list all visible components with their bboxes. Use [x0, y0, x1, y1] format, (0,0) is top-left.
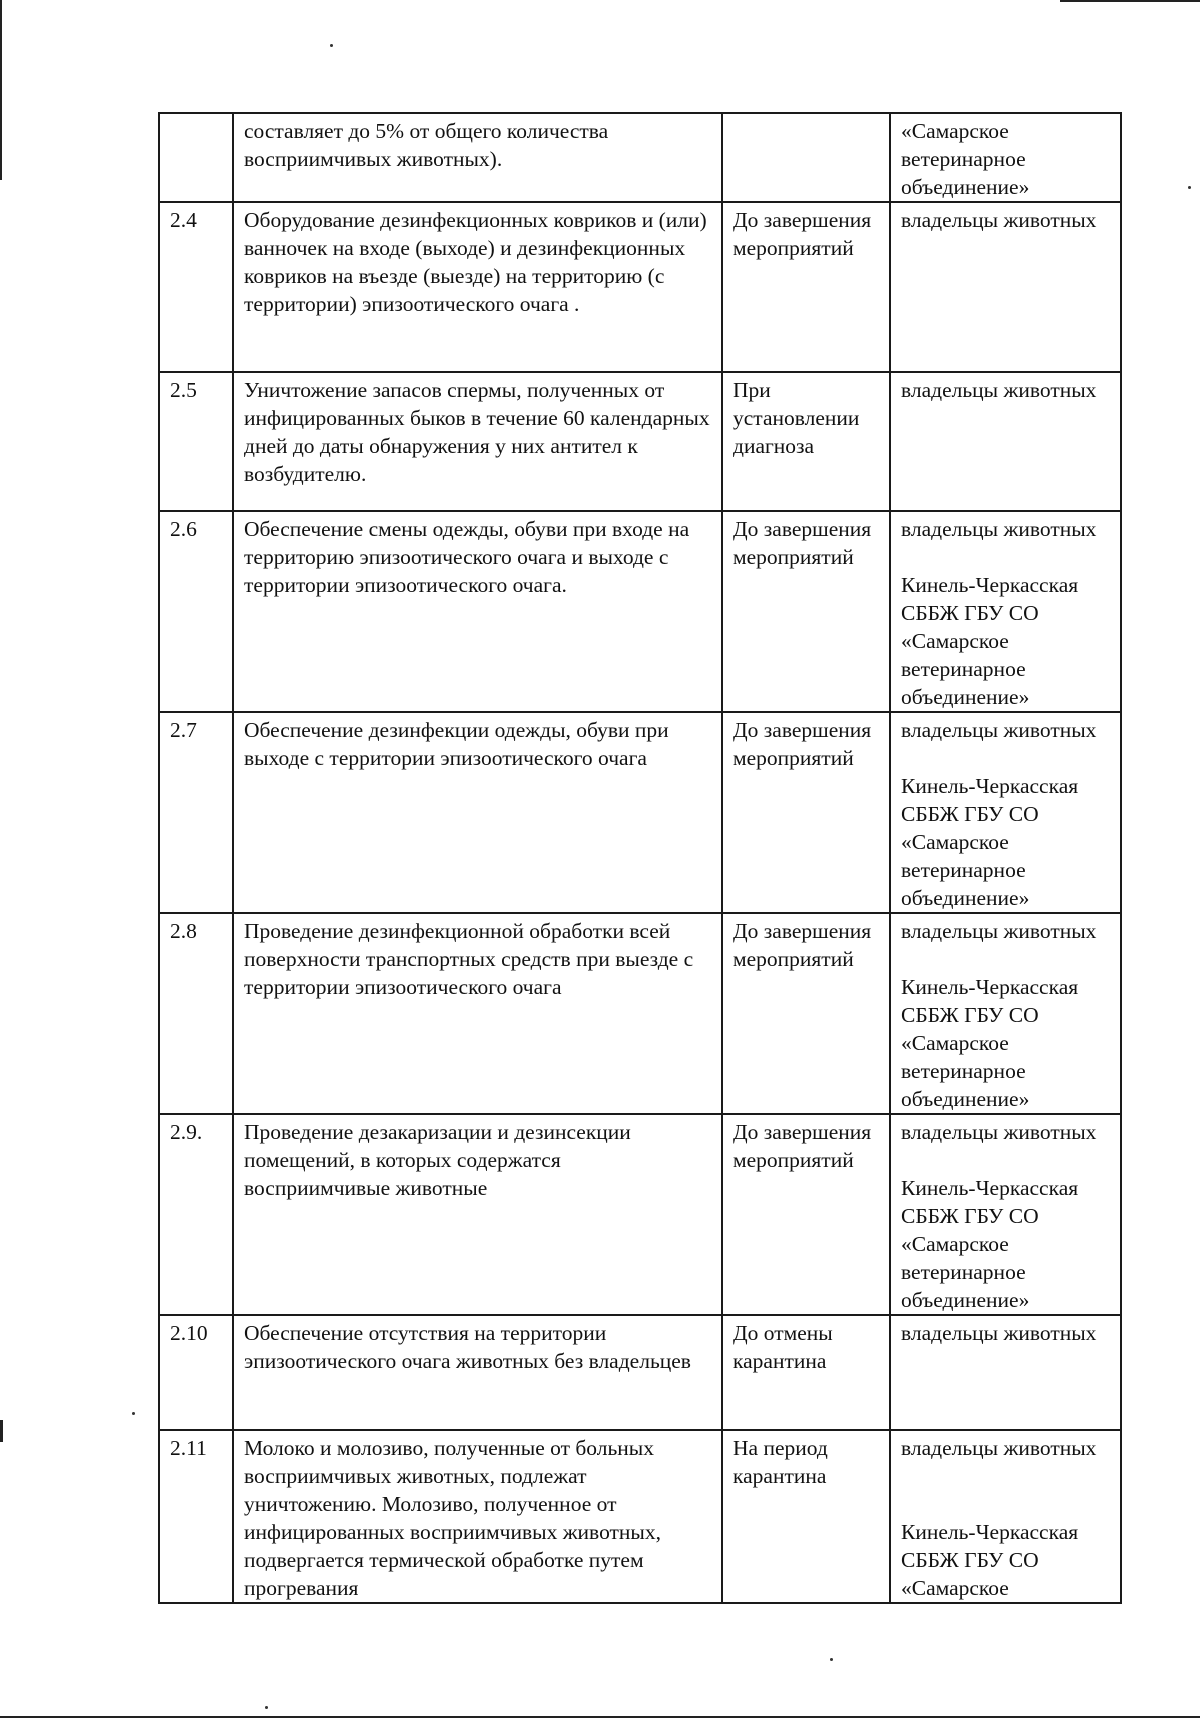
measure-term: До завершения мероприятий — [722, 202, 890, 372]
responsible-organization: «Самарское ветеринарное объединение» — [901, 1232, 1030, 1312]
measure-responsible — [890, 202, 1121, 372]
row-number: 2.4 — [159, 202, 233, 372]
responsible-organization: «Самарское — [901, 1576, 1009, 1600]
measure-responsible — [890, 1315, 1121, 1430]
measure-description: Молоко и молозиво, полученные от больных восприимчивых животных, подлежат уничтожению. Молозиво, полученное от инфицированных восприимчивых животных, подвергается термической обработке путем прогревания — [233, 1430, 722, 1603]
responsible-owner: владельцы животных — [901, 378, 1097, 402]
table-row — [159, 913, 1121, 1114]
measure-description: Обеспечение смены одежды, обуви при входе на территорию эпизоотического очага и выходе с территории эпизоотического очага. — [233, 511, 722, 712]
row-number: 2.5 — [159, 372, 233, 511]
responsible-owner: владельцы животных — [901, 1321, 1097, 1345]
measure-term: До завершения мероприятий — [722, 1114, 890, 1315]
responsible-owner: владельцы животных — [901, 718, 1097, 742]
responsible-organization: «Самарское ветеринарное объединение» — [901, 830, 1030, 910]
responsible-organization: «Самарское ветеринарное объединение» — [901, 629, 1030, 709]
responsible-owner: владельцы животных — [901, 1436, 1097, 1460]
measure-responsible — [890, 712, 1121, 913]
row-number: 2.9. — [159, 1114, 233, 1315]
measure-term: На период карантина — [722, 1430, 890, 1603]
table-row — [159, 1114, 1121, 1315]
measure-term: До отмены карантина — [722, 1315, 890, 1430]
measure-term: До завершения мероприятий — [722, 913, 890, 1114]
responsible-organization: «Самарское ветеринарное объединение» — [901, 119, 1030, 199]
row-number: 2.6 — [159, 511, 233, 712]
table-row — [159, 1315, 1121, 1430]
table-row — [159, 712, 1121, 913]
responsible-station: Кинель-Черкасская СББЖ ГБУ СО — [901, 573, 1079, 625]
measures-table — [158, 112, 1122, 1604]
scan-edge-left — [0, 0, 2, 180]
measure-term: При установлении диагноза — [722, 372, 890, 511]
responsible-station: Кинель-Черкасская СББЖ ГБУ СО — [901, 1176, 1079, 1228]
responsible-station: Кинель-Черкасская СББЖ ГБУ СО — [901, 975, 1079, 1027]
scan-speck — [132, 1412, 135, 1415]
measure-responsible — [890, 913, 1121, 1114]
responsible-owner: владельцы животных — [901, 517, 1097, 541]
row-number — [159, 113, 233, 202]
measure-term — [722, 113, 890, 202]
measure-responsible — [890, 113, 1121, 202]
table-row — [159, 372, 1121, 511]
table-row — [159, 113, 1121, 202]
measure-responsible — [890, 1114, 1121, 1315]
scan-edge-left-mark — [0, 1420, 3, 1442]
measure-description: составляет до 5% от общего количества восприимчивых животных). — [233, 113, 722, 202]
responsible-owner: владельцы животных — [901, 1120, 1097, 1144]
scan-speck — [265, 1706, 268, 1709]
measure-term: До завершения мероприятий — [722, 511, 890, 712]
row-number: 2.8 — [159, 913, 233, 1114]
scan-edge-top — [1060, 0, 1200, 2]
row-number: 2.7 — [159, 712, 233, 913]
measure-description: Обеспечение дезинфекции одежды, обуви при выходе с территории эпизоотического очага — [233, 712, 722, 913]
table-row — [159, 202, 1121, 372]
responsible-station: Кинель-Черкасская СББЖ ГБУ СО — [901, 1520, 1079, 1572]
responsible-station: Кинель-Черкасская СББЖ ГБУ СО — [901, 774, 1079, 826]
measure-responsible — [890, 372, 1121, 511]
scan-speck — [330, 44, 333, 47]
table-row — [159, 511, 1121, 712]
measure-description: Проведение дезакаризации и дезинсекции помещений, в которых содержатся восприимчивые животные — [233, 1114, 722, 1315]
row-number: 2.10 — [159, 1315, 233, 1430]
measure-description: Оборудование дезинфекционных ковриков и (или) ванночек на входе (выходе) и дезинфекционных ковриков на въезде (выезде) на территорию (с территории) эпизоотического очага . — [233, 202, 722, 372]
measure-responsible — [890, 1430, 1121, 1603]
responsible-owner: владельцы животных — [901, 208, 1097, 232]
measure-description: Обеспечение отсутствия на территории эпизоотического очага животных без владельцев — [233, 1315, 722, 1430]
responsible-organization: «Самарское ветеринарное объединение» — [901, 1031, 1030, 1111]
scan-speck — [830, 1658, 833, 1661]
measure-description: Уничтожение запасов спермы, полученных от инфицированных быков в течение 60 календарных дней до даты обнаружения у них антител к возбудителю. — [233, 372, 722, 511]
measure-term: До завершения мероприятий — [722, 712, 890, 913]
measure-responsible — [890, 511, 1121, 712]
measure-description: Проведение дезинфекционной обработки всей поверхности транспортных средств при выезде с территории эпизоотического очага — [233, 913, 722, 1114]
row-number: 2.11 — [159, 1430, 233, 1603]
responsible-owner: владельцы животных — [901, 919, 1097, 943]
scan-speck — [1188, 186, 1191, 189]
table-row — [159, 1430, 1121, 1603]
